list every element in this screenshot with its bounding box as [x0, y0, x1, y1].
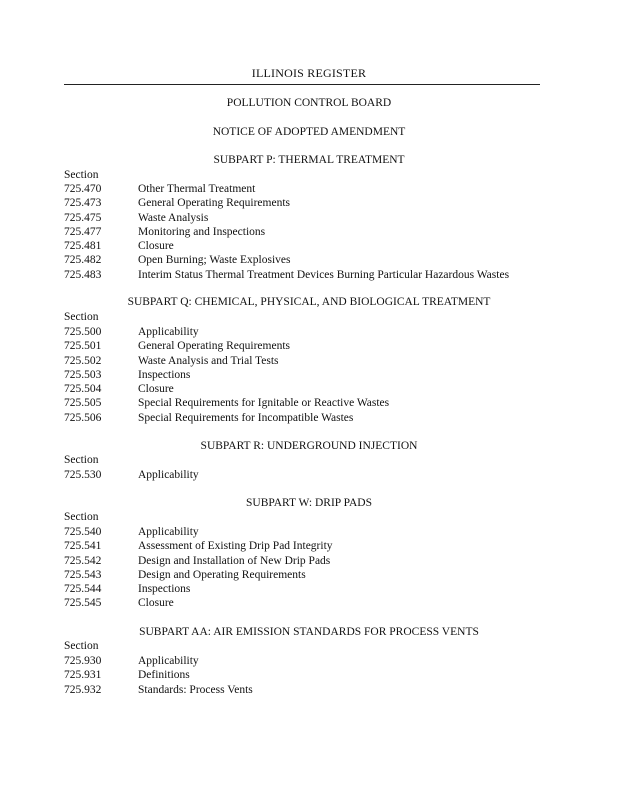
section-title: Design and Installation of New Drip Pads [138, 554, 331, 567]
section-entry [64, 582, 333, 596]
section-label: Section [64, 640, 99, 652]
section-title: Inspections [138, 368, 191, 381]
section-number: 725.544 [64, 583, 102, 596]
header-rule [64, 84, 540, 85]
section-title: Waste Analysis [138, 211, 209, 224]
section-number: 725.502 [64, 354, 102, 367]
section-entry [64, 239, 509, 253]
section-list-aa [64, 654, 253, 697]
section-entry [64, 354, 389, 368]
section-entry [64, 325, 389, 339]
section-title: Design and Operating Requirements [138, 568, 306, 581]
section-entry [64, 525, 333, 539]
section-entry [64, 668, 253, 682]
section-entry [64, 211, 509, 225]
section-number: 725.477 [64, 225, 102, 238]
section-number: 725.500 [64, 326, 102, 338]
section-number: 725.530 [64, 469, 102, 481]
subpart-heading-q: SUBPART Q: CHEMICAL, PHYSICAL, AND BIOLOGICAL TREATMENT [127, 296, 491, 308]
section-title: Assessment of Existing Drip Pad Integrity [138, 540, 333, 553]
section-entry [64, 368, 389, 382]
section-entry [64, 268, 509, 282]
section-number: 725.482 [64, 254, 102, 267]
section-list-p [64, 182, 509, 282]
section-number: 725.543 [64, 568, 102, 581]
section-number: 725.931 [64, 669, 102, 682]
section-title: Closure [138, 597, 174, 610]
section-number: 725.932 [64, 683, 102, 696]
section-number: 725.505 [64, 397, 102, 410]
section-entry [64, 396, 389, 410]
section-list-q [64, 325, 389, 425]
section-number: 725.930 [64, 655, 102, 667]
section-entry [64, 182, 509, 196]
section-number: 725.504 [64, 383, 102, 396]
section-entry [64, 196, 509, 210]
subpart-heading-aa: SUBPART AA: AIR EMISSION STANDARDS FOR PROCESS VENTS [139, 626, 479, 638]
section-number: 725.470 [64, 183, 102, 195]
section-title: Interim Status Thermal Treatment Devices Burning Particular Hazardous Wastes [138, 268, 510, 281]
section-number: 725.475 [64, 211, 102, 224]
section-number: 725.542 [64, 554, 102, 567]
section-title: Applicability [138, 469, 199, 481]
section-entry [64, 468, 199, 482]
section-title: Monitoring and Inspections [138, 225, 266, 238]
section-entry [64, 596, 333, 610]
section-list-w [64, 525, 333, 611]
section-number: 725.473 [64, 197, 102, 210]
section-title: Other Thermal Treatment [138, 183, 256, 195]
section-number: 725.541 [64, 540, 102, 553]
section-number: 725.501 [64, 340, 102, 353]
section-title: Waste Analysis and Trial Tests [138, 354, 279, 367]
section-entry [64, 654, 253, 668]
subpart-heading-p: SUBPART P: THERMAL TREATMENT [213, 154, 405, 166]
section-title: General Operating Requirements [138, 340, 290, 353]
section-number: 725.503 [64, 368, 102, 381]
section-entry [64, 411, 389, 425]
section-label: Section [64, 311, 99, 323]
section-title: Applicability [138, 526, 199, 538]
section-title: Applicability [138, 655, 199, 667]
section-label: Section [64, 454, 99, 466]
subpart-heading-w: SUBPART W: DRIP PADS [246, 497, 372, 509]
section-title: Closure [138, 383, 174, 396]
section-entry [64, 554, 333, 568]
section-number: 725.483 [64, 268, 102, 281]
section-number: 725.545 [64, 597, 102, 610]
section-title: Definitions [138, 669, 190, 682]
section-entry [64, 225, 509, 239]
subpart-heading-r: SUBPART R: UNDERGROUND INJECTION [200, 440, 418, 452]
section-title: Standards: Process Vents [138, 683, 253, 696]
register-title: ILLINOIS REGISTER [251, 66, 367, 80]
section-label: Section [64, 169, 99, 181]
section-label: Section [64, 511, 99, 523]
section-number: 725.506 [64, 411, 102, 424]
section-entry [64, 382, 389, 396]
section-entry [64, 539, 333, 553]
section-number: 725.481 [64, 240, 102, 253]
section-title: Inspections [138, 583, 191, 596]
section-entry [64, 339, 389, 353]
section-list-r [64, 468, 199, 482]
notice-title: NOTICE OF ADOPTED AMENDMENT [212, 126, 406, 138]
section-title: General Operating Requirements [138, 197, 290, 210]
section-title: Special Requirements for Incompatible Wastes [138, 411, 354, 424]
section-entry [64, 568, 333, 582]
section-title: Applicability [138, 326, 199, 338]
section-entry [64, 683, 253, 697]
section-title: Special Requirements for Ignitable or Reactive Wastes [138, 397, 390, 410]
section-entry [64, 253, 509, 267]
agency-title: POLLUTION CONTROL BOARD [226, 97, 392, 109]
section-title: Open Burning; Waste Explosives [138, 254, 291, 267]
section-title: Closure [138, 240, 174, 253]
section-number: 725.540 [64, 526, 102, 538]
